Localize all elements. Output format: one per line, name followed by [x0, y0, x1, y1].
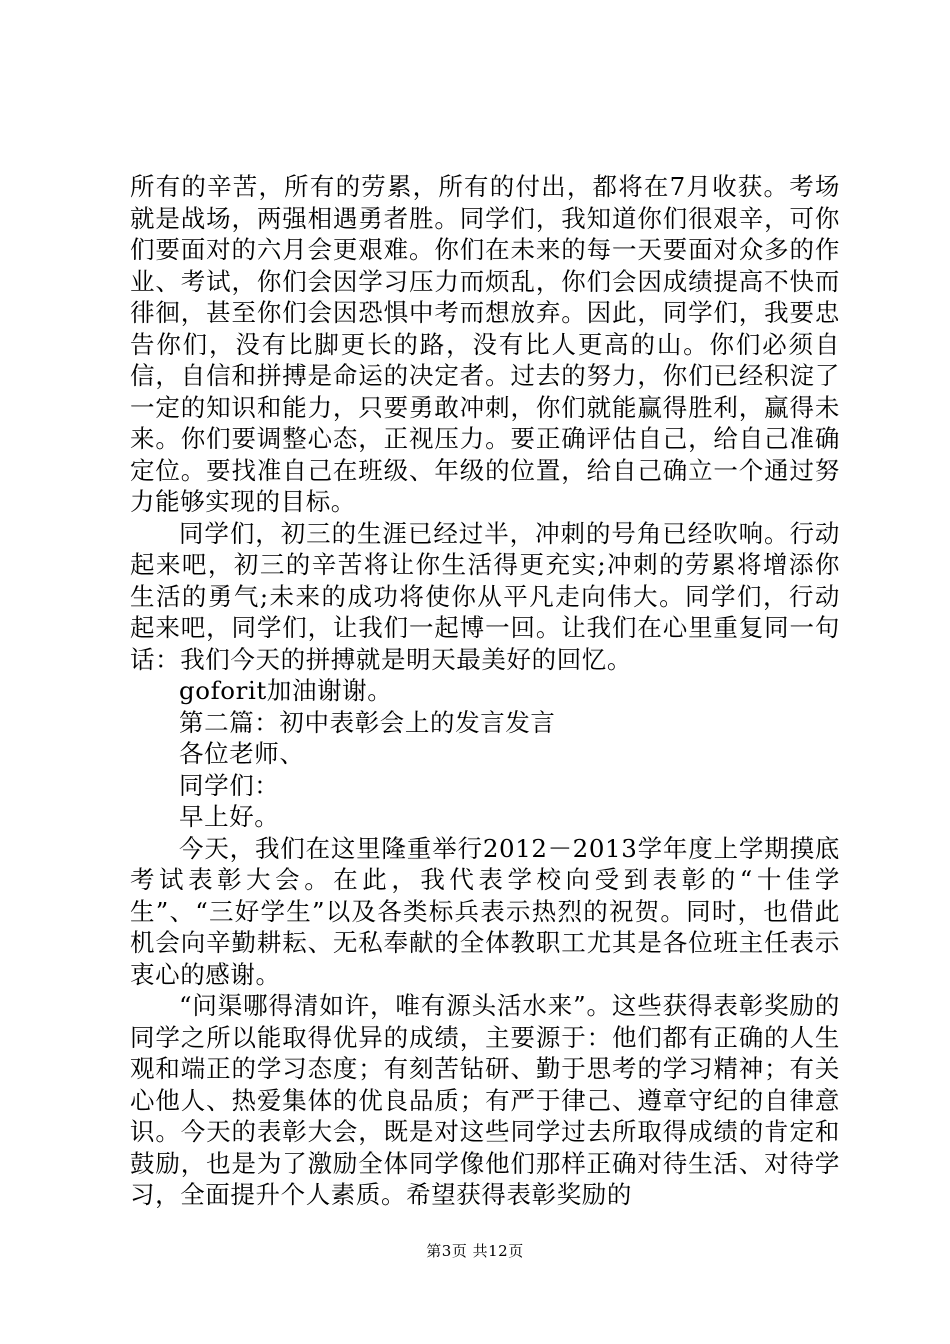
paragraph-2: 同学们，初三的生涯已经过半，冲刺的号角已经吹响。行动起来吧，初三的辛苦将让你生活得更充实;冲刺的劳累将增添你生活的勇气;未来的成功将使你从平凡走向伟大。同学们，行动起来吧，同学们，让我们一起博一回。让我们在心里重复同一句话：我们今天的拼搏就是明天最美好的回忆。 — [130, 518, 840, 674]
paragraph-3: goforit加油谢谢。 — [179, 676, 393, 705]
salutation-teachers: 各位老师、 — [179, 739, 305, 768]
body-text — [130, 171, 840, 1211]
page-footer: 第3页 共12页 — [426, 1242, 524, 1260]
salutation-students: 同学们： — [179, 770, 280, 800]
paragraph-9: “问渠哪得清如许，唯有源头活水来”。这些获得表彰奖励的同学之所以能取得优异的成绩，主要源于：他们都有正确的人生观和端正的学习态度；有刻苦钻研、勤于思考的学习精神；有关心他人、热爱集体的优良品质；有严于律己、遵章守纪的自律意识。今天的表彰大会，既是对这些同学过去所取得成绩的肯定和鼓励，也是为了激励全体同学像他们那样正确对待生活、对待学习，全面提升个人素质。希望获得表彰奖励的 — [130, 991, 840, 1209]
section-heading: 第二篇：初中表彰会上的发言发言 — [179, 707, 556, 737]
paragraph-1: 所有的辛苦，所有的劳累，所有的付出，都将在7月收获。考场就是战场，两强相遇勇者胜。同学们，我知道你们很艰辛，可你们要面对的六月会更艰难。你们在未来的每一天要面对众多的作业、考试，你们会因学习压力而烦乱，你们会因成绩提高不快而徘徊，甚至你们会因恐惧中考而想放弃。因此，同学们，我要忠告你们，没有比脚更长的路，没有比人更高的山。你们必须自信，自信和拼搏是命运的决定者。过去的努力，你们已经积淀了一定的知识和能力，只要勇敢冲刺，你们就能赢得胜利，赢得未来。你们要调整心态，正视压力。要正确评估自己，给自己准确定位。要找准自己在班级、年级的位置，给自己确立一个通过努力能够实现的目标。 — [130, 172, 840, 516]
greeting: 早上好。 — [179, 802, 280, 831]
paragraph-8: 今天，我们在这里隆重举行2012－2013学年度上学期摸底考试表彰大会。在此，我代表学校向受到表彰的“十佳学生”、“三好学生”以及各类标兵表示热烈的祝贺。同时，也借此机会向辛勤耕耘、无私奉献的全体教职工尤其是各位班主任表示衷心的感谢。 — [130, 833, 840, 989]
